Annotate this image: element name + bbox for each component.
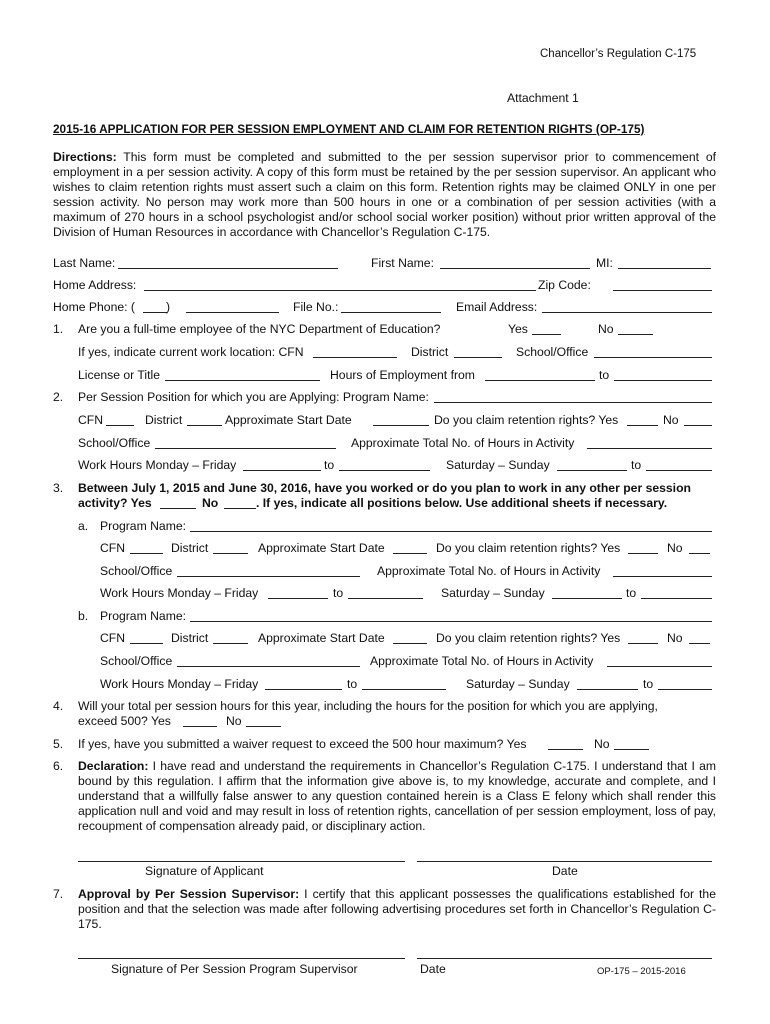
q3b-start-date-field[interactable] bbox=[393, 643, 427, 644]
q2-weekday-to-field[interactable] bbox=[339, 470, 430, 471]
home-address-field[interactable] bbox=[144, 290, 536, 291]
applicant-signature-label: Signature of Applicant bbox=[145, 864, 264, 878]
q6-text: I have read and understand the requirements in Chancellor’s Regulation C-175. I understand that I am bound by this regulation. I affirm that the information give above is, to my knowledge, accurate and complete, and I understand that a willfully false answer to any question contained herein is a Class E felony which shall render this application null and void and may result in loss of retention rights, cancellation of per session employment, loss of pay, recoupment of compensation already paid, or disciplinary action. bbox=[78, 759, 716, 834]
q2-claim-yes-field[interactable] bbox=[627, 425, 658, 426]
q4-yes-label: exceed 500? Yes bbox=[78, 714, 171, 728]
home-phone-close: ) bbox=[166, 300, 171, 314]
first-name-label: First Name: bbox=[371, 256, 434, 270]
q3a-total-hours-label: Approximate Total No. of Hours in Activity bbox=[377, 564, 601, 578]
q4-no-field[interactable] bbox=[246, 726, 281, 727]
q3a-claim-no-field[interactable] bbox=[689, 553, 710, 554]
q3b-school-office-label: School/Office bbox=[100, 654, 173, 668]
q3-yes-field[interactable] bbox=[160, 508, 196, 509]
file-no-label: File No.: bbox=[293, 300, 339, 314]
q3-line2-no: No bbox=[202, 496, 219, 510]
q2-school-office-label: School/Office bbox=[78, 436, 151, 450]
q4-number: 4. bbox=[53, 699, 64, 713]
form-title: 2015-16 APPLICATION FOR PER SESSION EMPLOYMENT AND CLAIM FOR RETENTION RIGHTS (OP-175) bbox=[53, 122, 645, 136]
q2-number: 2. bbox=[53, 390, 64, 404]
applicant-signature-field[interactable] bbox=[78, 861, 405, 862]
applicant-date-field[interactable] bbox=[417, 861, 712, 862]
q5-no-label: No bbox=[594, 737, 610, 751]
q2-cfn-field[interactable] bbox=[106, 425, 134, 426]
regulation-ref: Chancellor’s Regulation C-175 bbox=[540, 48, 697, 60]
first-name-field[interactable] bbox=[440, 268, 590, 269]
q3-no-field[interactable] bbox=[224, 508, 256, 509]
q2-to-label: to bbox=[324, 458, 335, 472]
home-phone-field[interactable] bbox=[186, 312, 279, 313]
q4-line1: Will your total per session hours for this year, including the hours for the position for which you are applying, bbox=[78, 699, 658, 713]
q3b-program-label: Program Name: bbox=[100, 609, 187, 623]
mi-field[interactable] bbox=[618, 268, 711, 269]
q3a-cfn-field[interactable] bbox=[130, 553, 163, 554]
q2-total-hours-label: Approximate Total No. of Hours in Activity bbox=[351, 436, 575, 450]
q3a-start-date-label: Approximate Start Date bbox=[258, 541, 385, 555]
q3b-to2-label: to bbox=[643, 677, 654, 691]
q3b-district-label: District bbox=[171, 631, 209, 645]
q2-total-hours-field[interactable] bbox=[587, 448, 712, 449]
q3-line2-rest: . If yes, indicate all positions below. Use additional sheets if necessary. bbox=[256, 496, 668, 510]
last-name-label: Last Name: bbox=[53, 256, 116, 270]
mi-label: MI: bbox=[596, 256, 613, 270]
zip-code-label: Zip Code: bbox=[538, 278, 591, 292]
q1-to-label: to bbox=[599, 368, 610, 382]
q3b-no-label: No bbox=[667, 631, 683, 645]
q3a-school-office-field[interactable] bbox=[177, 576, 360, 577]
q3b-weekend-label: Saturday – Sunday bbox=[466, 677, 570, 691]
q3b-cfn-label: CFN bbox=[100, 631, 126, 645]
q5-yes-field[interactable] bbox=[548, 749, 583, 750]
home-phone-label: Home Phone: ( bbox=[53, 300, 135, 314]
q4-yes-field[interactable] bbox=[183, 726, 217, 727]
q2-school-office-field[interactable] bbox=[155, 448, 336, 449]
supervisor-date-label: Date bbox=[420, 962, 446, 976]
q3a-weekday-to-field[interactable] bbox=[348, 598, 423, 599]
q2-claim-no-field[interactable] bbox=[684, 425, 712, 426]
directions-paragraph bbox=[53, 150, 716, 241]
q1-text: Are you a full-time employee of the NYC Department of Education? bbox=[78, 322, 441, 336]
q3a-total-hours-field[interactable] bbox=[613, 576, 712, 577]
q3b-claim-no-field[interactable] bbox=[689, 643, 710, 644]
q2-program-name-field[interactable] bbox=[434, 402, 712, 403]
q2-weekday-label: Work Hours Monday – Friday bbox=[78, 458, 237, 472]
supervisor-signature-label: Signature of Per Session Program Supervisor bbox=[111, 962, 358, 976]
q7-text: I certify that this applicant possesses the qualifications established for the position and that the selection was made after following advertising procedures set forth in Chancellor’s Regulation C-175. bbox=[78, 887, 716, 932]
q3b-weekday-label: Work Hours Monday – Friday bbox=[100, 677, 259, 691]
q3a-cfn-label: CFN bbox=[100, 541, 126, 555]
q3a-weekday-from-field[interactable] bbox=[268, 598, 328, 599]
q3b-district-field[interactable] bbox=[213, 643, 248, 644]
q3b-weekend-from-field[interactable] bbox=[577, 689, 638, 690]
q3b-cfn-field[interactable] bbox=[130, 643, 163, 644]
q3a-school-office-label: School/Office bbox=[100, 564, 173, 578]
q2-cfn-label: CFN bbox=[78, 413, 104, 427]
q1-hours-to-field[interactable] bbox=[614, 380, 712, 381]
q3a-to2-label: to bbox=[626, 586, 637, 600]
q2-weekend-label: Saturday – Sunday bbox=[446, 458, 550, 472]
q3b-start-date-label: Approximate Start Date bbox=[258, 631, 385, 645]
q3b-school-office-field[interactable] bbox=[177, 666, 360, 667]
q1-district-field[interactable] bbox=[454, 357, 502, 358]
email-field[interactable] bbox=[542, 312, 712, 313]
q1-school-office-label: School/Office bbox=[516, 345, 589, 359]
area-code-field[interactable] bbox=[143, 312, 167, 313]
supervisor-signature-field[interactable] bbox=[78, 958, 405, 959]
supervisor-date-field[interactable] bbox=[417, 958, 712, 959]
q3a-program-label: Program Name: bbox=[100, 519, 187, 533]
q7-label: Approval by Per Session Supervisor: bbox=[78, 887, 300, 901]
q2-text: Per Session Position for which you are Applying: Program Name: bbox=[78, 390, 429, 404]
q3a-weekend-to-field[interactable] bbox=[641, 598, 712, 599]
q6-number: 6. bbox=[53, 759, 64, 773]
q3b-claim-yes-field[interactable] bbox=[628, 643, 658, 644]
q7-number: 7. bbox=[53, 887, 64, 901]
q1-yes-field[interactable] bbox=[532, 334, 561, 335]
q1-hours-from-field[interactable] bbox=[485, 380, 595, 381]
q2-weekend-to-field[interactable] bbox=[646, 470, 712, 471]
q3-line1: Between July 1, 2015 and June 30, 2016, have you worked or do you plan to work in any other per session bbox=[78, 481, 691, 495]
q3a-weekend-label: Saturday – Sunday bbox=[441, 586, 545, 600]
q3b-to-label: to bbox=[347, 677, 358, 691]
q3-line2-yes: activity? Yes bbox=[78, 496, 152, 510]
q3a-district-label: District bbox=[171, 541, 209, 555]
q1-cfn-field[interactable] bbox=[313, 357, 397, 358]
q1-hours-from-label: Hours of Employment from bbox=[330, 368, 475, 382]
q2-start-date-field[interactable] bbox=[373, 425, 429, 426]
q3a-program-field[interactable] bbox=[190, 531, 712, 532]
q3-number: 3. bbox=[53, 481, 64, 495]
q3b-program-field[interactable] bbox=[190, 621, 712, 622]
q1-school-office-field[interactable] bbox=[594, 357, 712, 358]
q1-number: 1. bbox=[53, 322, 64, 336]
q3a-no-label: No bbox=[667, 541, 683, 555]
q5-text: If yes, have you submitted a waiver request to exceed the 500 hour maximum? Yes bbox=[78, 737, 527, 751]
attachment-label: Attachment 1 bbox=[507, 91, 579, 105]
q2-weekend-from-field[interactable] bbox=[557, 470, 627, 471]
q3a-to-label: to bbox=[333, 586, 344, 600]
q3b-weekday-to-field[interactable] bbox=[362, 689, 446, 690]
q3a-weekday-label: Work Hours Monday – Friday bbox=[100, 586, 259, 600]
home-address-label: Home Address: bbox=[53, 278, 137, 292]
q7-approval bbox=[78, 887, 716, 932]
q3a-claim-label: Do you claim retention rights? Yes bbox=[436, 541, 621, 555]
q1-license-label: License or Title bbox=[78, 368, 160, 382]
q3b-total-hours-label: Approximate Total No. of Hours in Activity bbox=[370, 654, 594, 668]
q3b-total-hours-field[interactable] bbox=[607, 666, 712, 667]
q2-district-label: District bbox=[145, 413, 183, 427]
q2-district-field[interactable] bbox=[187, 425, 222, 426]
q5-no-field[interactable] bbox=[614, 749, 649, 750]
q6-label: Declaration: bbox=[78, 759, 149, 773]
email-label: Email Address: bbox=[456, 300, 538, 314]
directions-text: This form must be completed and submitted to the per session supervisor prior to commencement of employment in a per session activity. A copy of this form must be retained by the per session supervisor. An applicant who wishes to claim retention rights must assert such a claim on this form. Retention rights may be claimed ONLY in one per session activity. No person may work more than 500 hours in one or a combination of per session activities (with a maximum of 270 hours in a school psychologist and/or school social worker position) without prior written approval of the Division of Human Resources in accordance with Chancellor’s Regulation C-175. bbox=[53, 150, 716, 240]
q4-no-label: No bbox=[226, 714, 242, 728]
q2-weekday-from-field[interactable] bbox=[243, 470, 321, 471]
q1-district-label: District bbox=[411, 345, 449, 359]
directions-label: Directions: bbox=[53, 150, 117, 164]
q3a-claim-yes-field[interactable] bbox=[628, 553, 658, 554]
q3a-weekend-from-field[interactable] bbox=[552, 598, 622, 599]
applicant-date-label: Date bbox=[552, 864, 578, 878]
q1-license-field[interactable] bbox=[165, 380, 320, 381]
q3a-district-field[interactable] bbox=[213, 553, 248, 554]
q3b-letter: b. bbox=[78, 609, 89, 623]
file-no-field[interactable] bbox=[341, 312, 441, 313]
q3b-weekend-to-field[interactable] bbox=[658, 689, 712, 690]
zip-code-field[interactable] bbox=[613, 290, 712, 291]
q1-no-field[interactable] bbox=[618, 334, 653, 335]
q6-declaration bbox=[78, 759, 716, 834]
q3b-claim-label: Do you claim retention rights? Yes bbox=[436, 631, 621, 645]
q2-to2-label: to bbox=[631, 458, 642, 472]
q5-number: 5. bbox=[53, 737, 64, 751]
q1-work-location-label: If yes, indicate current work location: CFN bbox=[78, 345, 304, 359]
q3a-start-date-field[interactable] bbox=[393, 553, 427, 554]
last-name-field[interactable] bbox=[118, 268, 338, 269]
q3a-letter: a. bbox=[78, 519, 89, 533]
form-code: OP-175 – 2015-2016 bbox=[597, 966, 686, 977]
q2-no-label: No bbox=[663, 413, 679, 427]
q3b-weekday-from-field[interactable] bbox=[265, 689, 342, 690]
q1-no-label: No bbox=[598, 322, 614, 336]
q1-yes-label: Yes bbox=[508, 322, 528, 336]
q2-claim-label: Do you claim retention rights? Yes bbox=[434, 413, 619, 427]
q2-start-date-label: Approximate Start Date bbox=[225, 413, 352, 427]
